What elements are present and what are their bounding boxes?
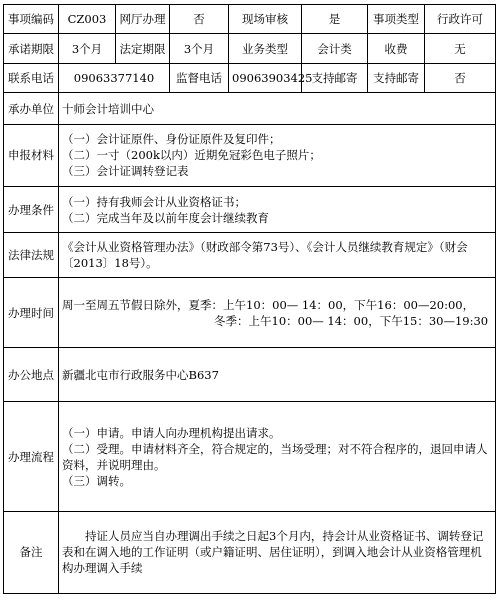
materials-item-3: （三）会计证调转登记表 (62, 164, 189, 179)
conditions-item-1: （一）持有我师会计从业资格证书； (62, 194, 246, 209)
law-label: 法律法规 (4, 233, 59, 278)
conditions-item-2: （二）完成当年及以前年度会计继续教育 (62, 210, 269, 225)
row-phone (4, 63, 496, 92)
row-law (4, 233, 496, 278)
law-text: 《会计从业资格管理办法》（财政部令第73号）、《会计人员继续教育规定》（财会〔2013〕18号）。 (59, 233, 496, 278)
online-value: 否 (170, 5, 229, 34)
address-label: 办公地点 (4, 347, 59, 402)
hours-line-2: 冬季：上午10：00— 14：00，下午15：30—19:30 (214, 313, 489, 328)
supervise-phone-label: 监督电话 (170, 63, 229, 92)
row-conditions (4, 186, 496, 232)
materials-label: 申报材料 (4, 124, 59, 186)
materials-item-2: （二）一寸（200k以内）近期免冠彩色电子照片； (62, 148, 321, 163)
row-materials (4, 124, 496, 186)
type-value: 行政许可 (425, 5, 496, 34)
business-type-label: 业务类型 (229, 34, 302, 63)
conditions-list (59, 186, 496, 232)
supervise-phone-value: 09063903425 (229, 63, 302, 92)
fee-label: 收费 (368, 34, 425, 63)
process-list (59, 402, 496, 511)
fee-value: 无 (425, 34, 496, 63)
legal-limit-label: 法定期限 (116, 34, 170, 63)
conditions-label: 办理条件 (4, 186, 59, 232)
process-label: 办理流程 (4, 402, 59, 511)
materials-item-1: （一）会计证原件、身份证原件及复印件； (62, 132, 281, 147)
row-process (4, 402, 496, 511)
mail-support-value: 否 (425, 63, 496, 92)
remark-text: 持证人员应当自办理调出手续之日起3个月内，持会计从业资格证书、调转登记表和在调入地的工作证明（或户籍证明、居住证明），到调入地会计从业资格管理机构办理调入手续 (59, 511, 496, 593)
mail-support-label: 支持邮寄 (302, 63, 368, 92)
process-step-3: （三）调转。 (62, 473, 131, 488)
row-remark (4, 511, 496, 593)
hours-line-1: 周一至周五节假日除外，夏季：上午10：00— 14：00，下午16：00—20:00， (62, 297, 475, 312)
service-info-table (3, 4, 496, 594)
unit-label: 承办单位 (4, 93, 59, 125)
remark-label: 备注 (4, 511, 59, 593)
row-hours (4, 278, 496, 347)
phone-label: 联系电话 (4, 63, 59, 92)
item-code-label: 事项编码 (4, 5, 59, 34)
onsite-label: 现场审核 (229, 5, 302, 34)
address-value: 新疆北屯市行政服务中心B637 (59, 347, 496, 402)
online-label: 网厅办理 (116, 5, 170, 34)
process-step-2: （二）受理。申请材料齐全，符合规定的，当场受理；对不符合程序的，退回申请人资料，并说明理由。 (62, 441, 488, 472)
row-item-code (4, 5, 496, 34)
promise-label: 承诺期限 (4, 34, 59, 63)
row-promise (4, 34, 496, 63)
business-type-value: 会计类 (302, 34, 368, 63)
hours-label: 办理时间 (4, 278, 59, 347)
process-step-1: （一）申请。申请人向办理机构提出请求。 (62, 425, 281, 440)
unit-value: 十师会计培训中心 (59, 93, 496, 125)
row-address (4, 347, 496, 402)
legal-limit-value: 3个月 (170, 34, 229, 63)
phone-value: 09063377140 (59, 63, 170, 92)
materials-list (59, 124, 496, 186)
row-unit (4, 93, 496, 125)
item-code-value: CZ003 (59, 5, 116, 34)
mail-support-label-2: 支持邮寄 (368, 63, 425, 92)
type-label: 事项类型 (368, 5, 425, 34)
promise-value: 3个月 (59, 34, 116, 63)
onsite-value: 是 (302, 5, 368, 34)
hours-text (59, 278, 496, 347)
